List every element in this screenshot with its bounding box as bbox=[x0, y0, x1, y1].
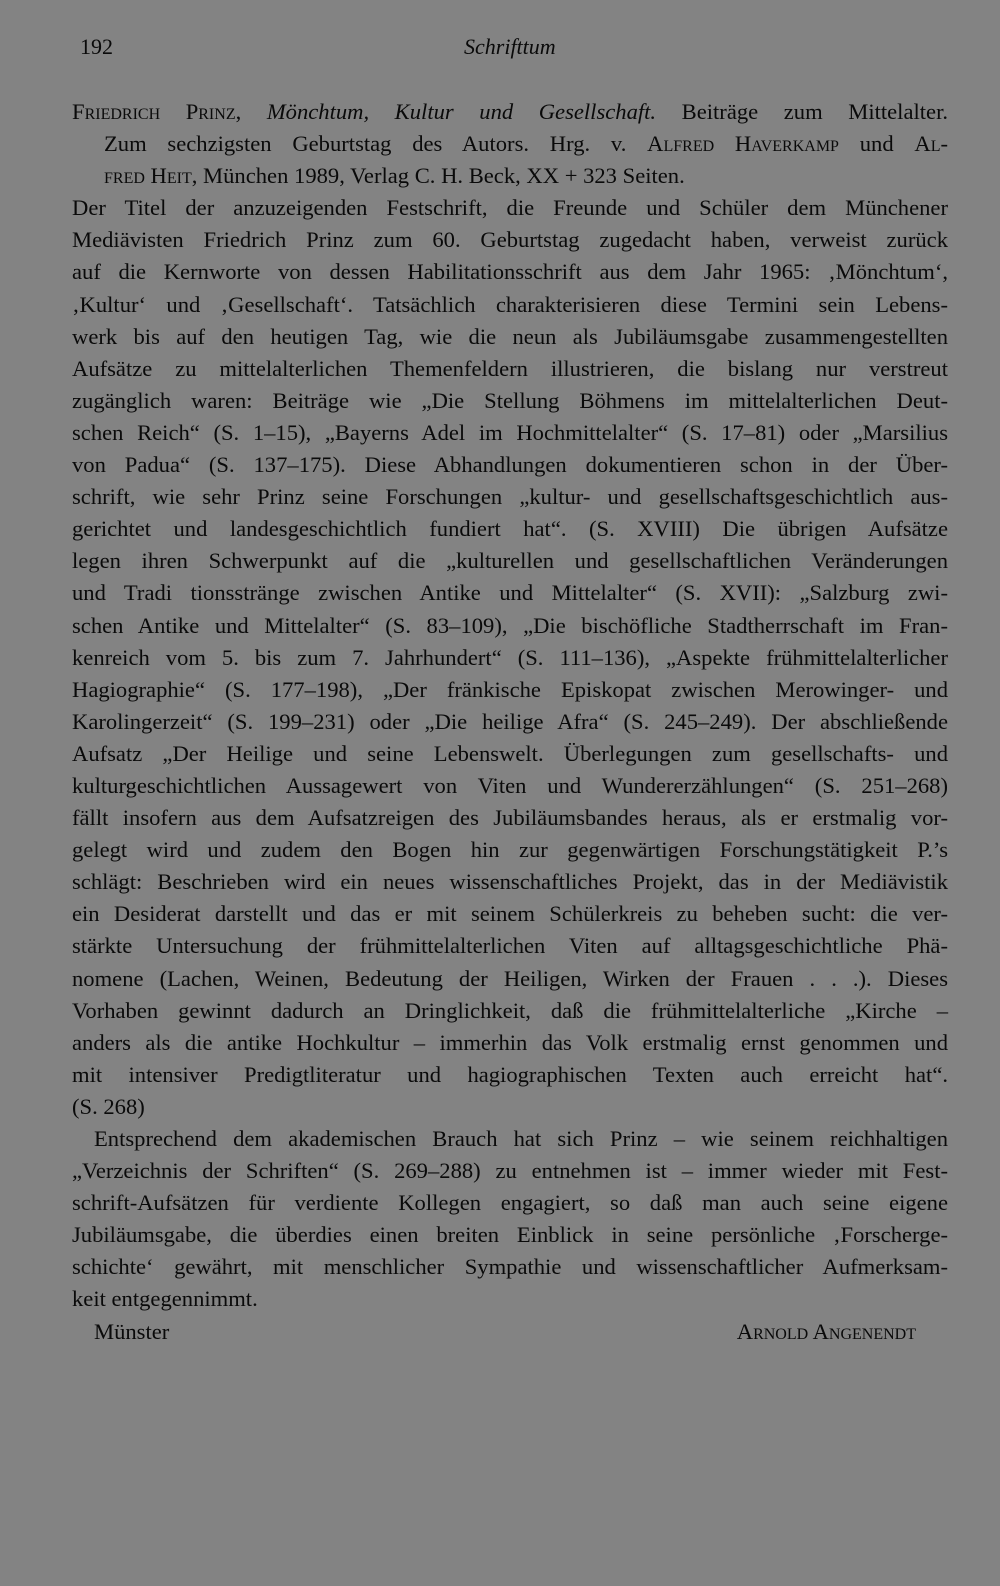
text-line: stärkte Untersuchung der frühmittelalterlichen Viten auf alltagsgeschichtliche Phä- bbox=[72, 933, 948, 959]
citation-text: Zum sechzigsten Geburtstag des Autors. Hrg. v. bbox=[104, 131, 627, 157]
text-line: kulturgeschichtlichen Aussagewert von Viten und Wundererzählungen“ (S. 251–268) bbox=[72, 772, 948, 798]
text-line: Mediävisten Friedrich Prinz zum 60. Geburtstag zugedacht haben, verweist zurück bbox=[72, 227, 948, 253]
citation-text: , München 1989, Verlag C. H. Beck, XX + 323 Seiten. bbox=[191, 163, 685, 189]
review-signature bbox=[72, 1316, 948, 1348]
running-head: Schrifttum bbox=[464, 34, 556, 59]
text-line: „Verzeichnis der Schriften“ (S. 269–288) zu entnehmen ist – immer wieder mit Fest- bbox=[72, 1158, 948, 1184]
review-body bbox=[72, 96, 948, 1348]
book-title: Mönchtum, Kultur und Gesellschaft. bbox=[266, 99, 657, 124]
text-line: ‚Kultur‘ und ‚Gesellschaft‘. Tatsächlich charakterisieren diese Termini sein Lebens- bbox=[72, 291, 948, 317]
text-line: Hagiographie“ (S. 177–198), „Der fränkische Episkopat zwischen Merowinger- und bbox=[72, 676, 948, 702]
page-header bbox=[80, 34, 950, 66]
text-line: schen Reich“ (S. 1–15), „Bayerns Adel im Hochmittelalter“ (S. 17–81) oder „Marsilius bbox=[72, 419, 948, 445]
reviewer-name: Arnold Angenendt bbox=[736, 1318, 916, 1344]
text-line: schichte‘ gewährt, mit menschlicher Sympathie und wissenschaftlicher Aufmerksam- bbox=[72, 1254, 948, 1280]
review-paragraph bbox=[72, 1123, 948, 1316]
text-line: Aufsätze zu mittelalterlichen Themenfeldern illustrieren, die bislang nur verstreut bbox=[72, 355, 948, 381]
text-line: schen Antike und Mittelalter“ (S. 83–109), „Die bischöfliche Stadtherrschaft im Fran- bbox=[72, 612, 948, 638]
page-number: 192 bbox=[80, 34, 113, 59]
review-paragraph bbox=[72, 192, 948, 1123]
text-line: (S. 268) bbox=[72, 1093, 145, 1119]
citation-text: und bbox=[859, 131, 894, 157]
citation-line bbox=[72, 160, 948, 192]
text-line: Der Titel der anzuzeigenden Festschrift, die Freunde und Schüler dem Münchener bbox=[72, 195, 948, 221]
text-line: Aufsatz „Der Heilige und seine Lebenswelt. Überlegungen zum gesellschafts- und bbox=[72, 740, 948, 766]
citation-line: Friedrich Prinz, Mönchtum, Kultur und Gesellschaft. Beiträge zum Mittelalter. bbox=[72, 99, 948, 124]
text-line: legen ihren Schwerpunkt auf die „kulturellen und gesellschaftlichen Veränderungen bbox=[72, 548, 948, 574]
text-line: Entsprechend dem akademischen Brauch hat sich Prinz – wie seinem reichhaltigen bbox=[94, 1126, 948, 1151]
signature-place: Münster bbox=[94, 1318, 170, 1344]
text-line: nomene (Lachen, Weinen, Bedeutung der Heiligen, Wirken der Frauen . . .). Dieses bbox=[72, 965, 948, 991]
text-line: schrift-Aufsätzen für verdiente Kollegen engagiert, so daß man auch seine eigene bbox=[72, 1190, 948, 1216]
text-line: ein Desiderat darstellt und das er mit seinem Schülerkreis zu beheben sucht: die ver- bbox=[72, 901, 948, 927]
text-line: schlägt: Beschrieben wird ein neues wissenschaftliches Projekt, das in der Mediävistik bbox=[72, 869, 948, 895]
text-line: werk bis auf den heutigen Tag, wie die neun als Jubiläumsgabe zusammengestellten bbox=[72, 323, 948, 349]
text-line: keit entgegennimmt. bbox=[72, 1286, 258, 1312]
editor-name: Alfred Haverkamp bbox=[647, 131, 839, 157]
text-line: auf die Kernworte von dessen Habilitationsschrift aus dem Jahr 1965: ‚Mönchtum‘, bbox=[72, 259, 948, 285]
text-line: fällt insofern aus dem Aufsatzreigen des Jubiläumsbandes heraus, als er erstmalig vor- bbox=[72, 805, 948, 831]
text-line: und Tradi tionsstränge zwischen Antike und Mittelalter“ (S. XVII): „Salzburg zwi- bbox=[72, 580, 948, 606]
text-line: gerichtet und landesgeschichtlich fundiert hat“. (S. XVIII) Die übrigen Aufsätze bbox=[72, 516, 948, 542]
editor-name: fred Heit bbox=[104, 163, 192, 189]
text-line: mit intensiver Predigtliteratur und hagiographischen Texten auch erreicht hat“. bbox=[72, 1061, 948, 1087]
text-line: zugänglich waren: Beiträge wie „Die Stellung Böhmens im mittelalterlichen Deut- bbox=[72, 387, 948, 413]
book-subtitle: Beiträge zum Mittelalter. bbox=[681, 99, 948, 124]
book-citation bbox=[72, 96, 948, 192]
citation-line bbox=[72, 128, 948, 160]
text-line: Karolingerzeit“ (S. 199–231) oder „Die heilige Afra“ (S. 245–249). Der abschließende bbox=[72, 708, 948, 734]
book-author: Friedrich Prinz bbox=[72, 99, 236, 124]
editor-name: Al- bbox=[914, 131, 948, 157]
text-line: anders als die antike Hochkultur – immerhin das Volk erstmalig ernst genommen und bbox=[72, 1029, 948, 1055]
text-line: Jubiläumsgabe, die überdies einen breiten Einblick in seine persönliche ‚Forscherge- bbox=[72, 1222, 948, 1248]
text-line: Vorhaben gewinnt dadurch an Dringlichkeit, daß die frühmittelalterliche „Kirche – bbox=[72, 997, 948, 1023]
text-line: gelegt wird und zudem den Bogen hin zur gegenwärtigen Forschungstätigkeit P.’s bbox=[72, 837, 948, 863]
text-line: kenreich vom 5. bis zum 7. Jahrhundert“ (S. 111–136), „Aspekte frühmittelalterlicher bbox=[72, 644, 948, 670]
text-line: schrift, wie sehr Prinz seine Forschungen „kultur- und gesellschaftsgeschichtlich aus- bbox=[72, 484, 948, 510]
text-line: von Padua“ (S. 137–175). Diese Abhandlungen dokumentieren schon in der Über- bbox=[72, 452, 948, 478]
